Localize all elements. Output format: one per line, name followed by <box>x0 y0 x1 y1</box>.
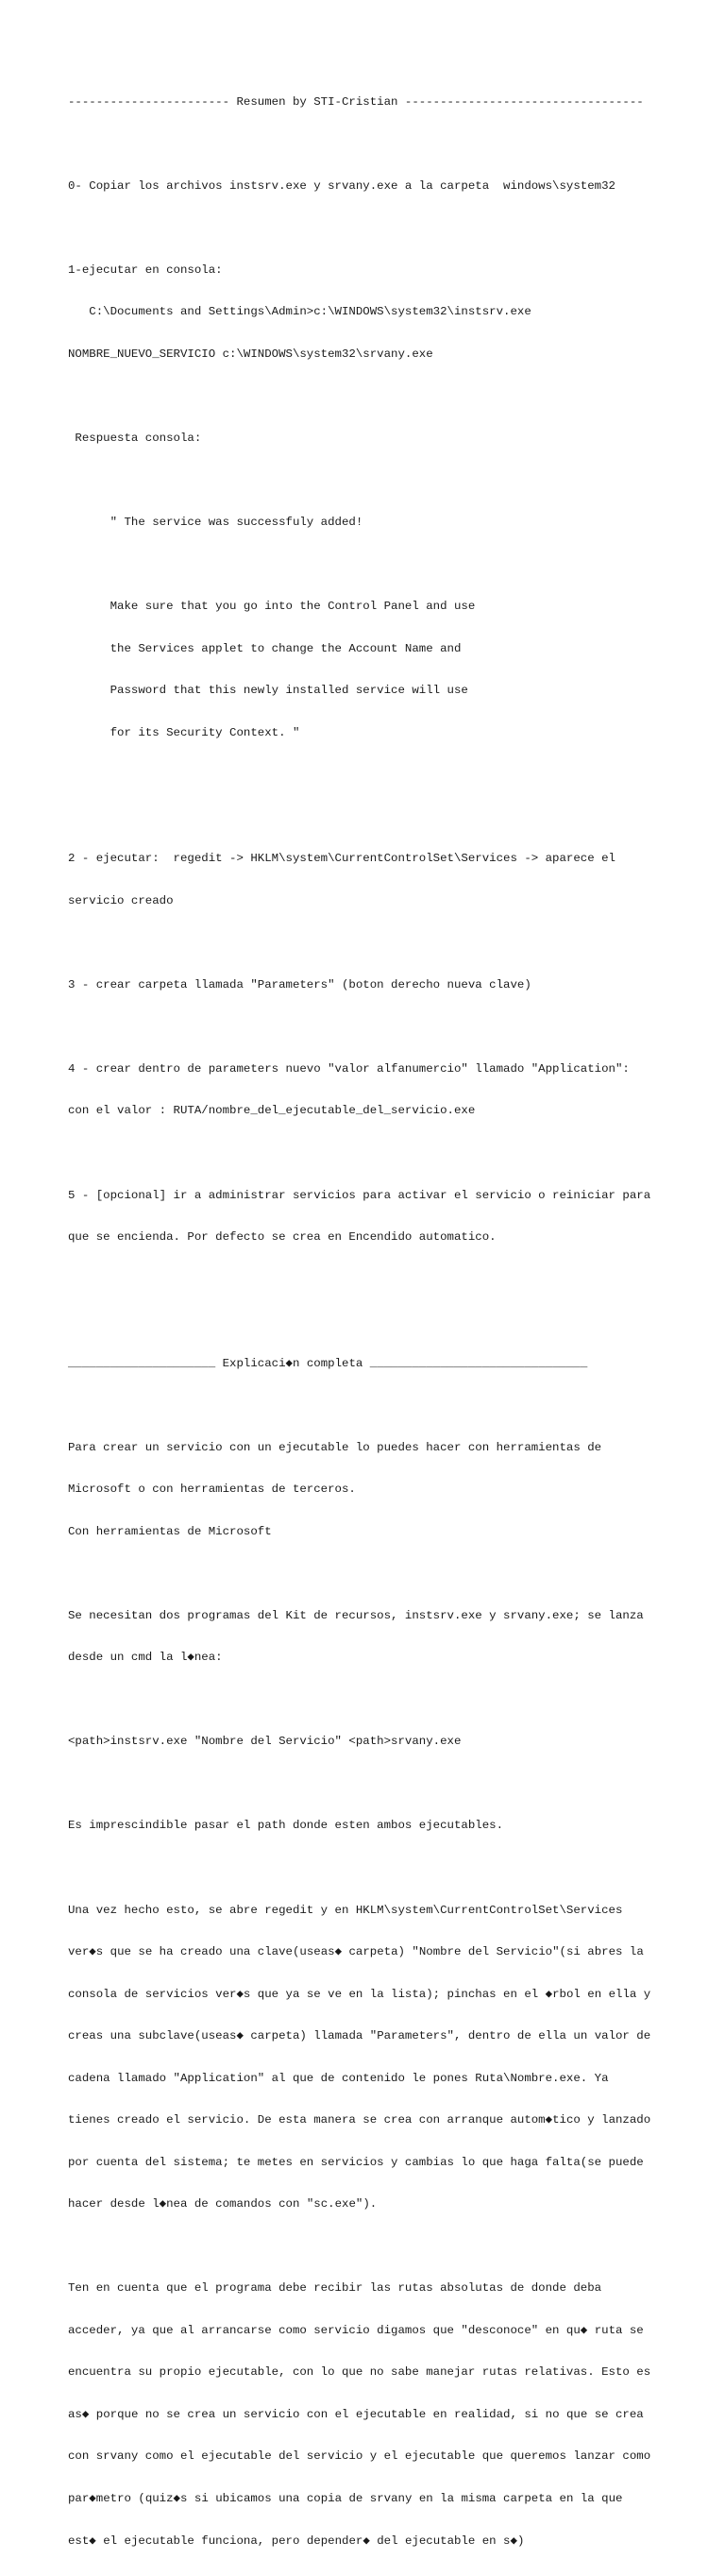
text-line: NOMBRE_NUEVO_SERVICIO c:\WINDOWS\system32\srvany.exe <box>68 347 433 361</box>
text-line: servicio creado <box>68 893 174 907</box>
text-line: acceder, ya que al arrancarse como servicio digamos que "desconoce" en qu◆ ruta se <box>68 2323 644 2337</box>
text-line: par◆metro (quiz◆s si ubicamos una copia de srvany en la misma carpeta en la que <box>68 2491 623 2505</box>
text-line <box>68 1020 719 1034</box>
text-line: Con herramientas de Microsoft <box>68 1524 272 1538</box>
text-line: est◆ el ejecutable funciona, pero depender◆ del ejecutable en s◆) <box>68 2534 525 2548</box>
text-line: Make sure that you go into the Control Panel and use <box>68 600 476 614</box>
text-line: creas una subclave(useas◆ carpeta) llamada "Parameters", dentro de ella un valor de <box>68 2029 651 2043</box>
text-line: 1-ejecutar en consola: <box>68 263 223 277</box>
text-line: con srvany como el ejecutable del servicio y el ejecutable que queremos lanzar como <box>68 2449 651 2464</box>
text-line <box>68 558 719 572</box>
text-line: the Services applet to change the Account Name and <box>68 641 462 655</box>
text-line <box>68 936 719 950</box>
text-line: Respuesta consola: <box>68 431 202 445</box>
text-line <box>68 1693 719 1707</box>
text-line <box>68 810 719 824</box>
text-line <box>68 2240 719 2254</box>
text-line: Una vez hecho esto, se abre regedit y en HKLM\system\CurrentControlSet\Services <box>68 1903 623 1917</box>
text-line <box>68 1146 719 1161</box>
text-line <box>68 221 719 235</box>
document-text <box>68 67 719 2576</box>
text-line <box>68 1777 719 1791</box>
text-line: con el valor : RUTA/nombre_del_ejecutable_del_servicio.exe <box>68 1104 476 1118</box>
text-line: Microsoft o con herramientas de terceros. <box>68 1483 356 1497</box>
text-line: cadena llamado "Application" al que de contenido le pones Ruta\Nombre.exe. Ya <box>68 2071 609 2085</box>
text-line: desde un cmd la l◆nea: <box>68 1651 223 1665</box>
text-line: Password that this newly installed service will use <box>68 684 468 698</box>
text-line: 5 - [opcional] ir a administrar servicios para activar el servicio o reiniciar para <box>68 1188 651 1202</box>
text-line: por cuenta del sistema; te metes en servicios y cambias lo que haga falta(se puede <box>68 2155 644 2169</box>
text-line: 4 - crear dentro de parameters nuevo "valor alfanumercio" llamado "Application": <box>68 1061 630 1076</box>
text-line <box>68 389 719 403</box>
text-line: Es imprescindible pasar el path donde esten ambos ejecutables. <box>68 1819 504 1833</box>
text-line: <path>instsrv.exe "Nombre del Servicio" <path>srvany.exe <box>68 1735 462 1749</box>
text-line <box>68 473 719 487</box>
text-line <box>68 1398 719 1413</box>
text-line: 3 - crear carpeta llamada "Parameters" (boton derecho nueva clave) <box>68 977 531 991</box>
text-line: _____________________ Explicaci◆n completa _______________________________ <box>68 1356 588 1370</box>
text-line: tienes creado el servicio. De esta manera se crea con arranque autom◆tico y lanzado <box>68 2113 651 2127</box>
text-line: Ten en cuenta que el programa debe recibir las rutas absolutas de donde deba <box>68 2281 602 2296</box>
text-line <box>68 1861 719 1875</box>
text-line <box>68 137 719 151</box>
text-line <box>68 1314 719 1329</box>
text-line: encuentra su propio ejecutable, con lo que no sabe manejar rutas relativas. Esto es <box>68 2365 651 2380</box>
text-line: que se encienda. Por defecto se crea en Encendido automatico. <box>68 1230 497 1245</box>
text-line: C:\Documents and Settings\Admin>c:\WINDOWS\system32\instsrv.exe <box>68 305 531 319</box>
text-line: 0- Copiar los archivos instsrv.exe y srvany.exe a la carpeta windows\system32 <box>68 178 615 193</box>
text-line: ----------------------- Resumen by STI-Cristian ---------------------------------- <box>68 94 644 109</box>
text-line: ver◆s que se ha creado una clave(useas◆ carpeta) "Nombre del Servicio"(si abres la <box>68 1945 644 1959</box>
text-line <box>68 768 719 782</box>
text-line: " The service was successfuly added! <box>68 516 363 529</box>
text-line: as◆ porque no se crea un servicio con el ejecutable en realidad, si no que se crea <box>68 2407 644 2421</box>
text-line: Para crear un servicio con un ejecutable lo puedes hacer con herramientas de <box>68 1440 602 1454</box>
text-line: hacer desde l◆nea de comandos con "sc.exe"). <box>68 2197 378 2212</box>
text-line <box>68 1567 719 1581</box>
text-line: consola de servicios ver◆s que ya se ve en la lista); pinchas en el ◆rbol en ella y <box>68 1987 651 2001</box>
text-line: Se necesitan dos programas del Kit de recursos, instsrv.exe y srvany.exe; se lanza <box>68 1608 644 1622</box>
text-line: 2 - ejecutar: regedit -> HKLM\system\CurrentControlSet\Services -> aparece el <box>68 852 615 866</box>
text-line: for its Security Context. " <box>68 725 300 739</box>
text-line <box>68 1273 719 1287</box>
